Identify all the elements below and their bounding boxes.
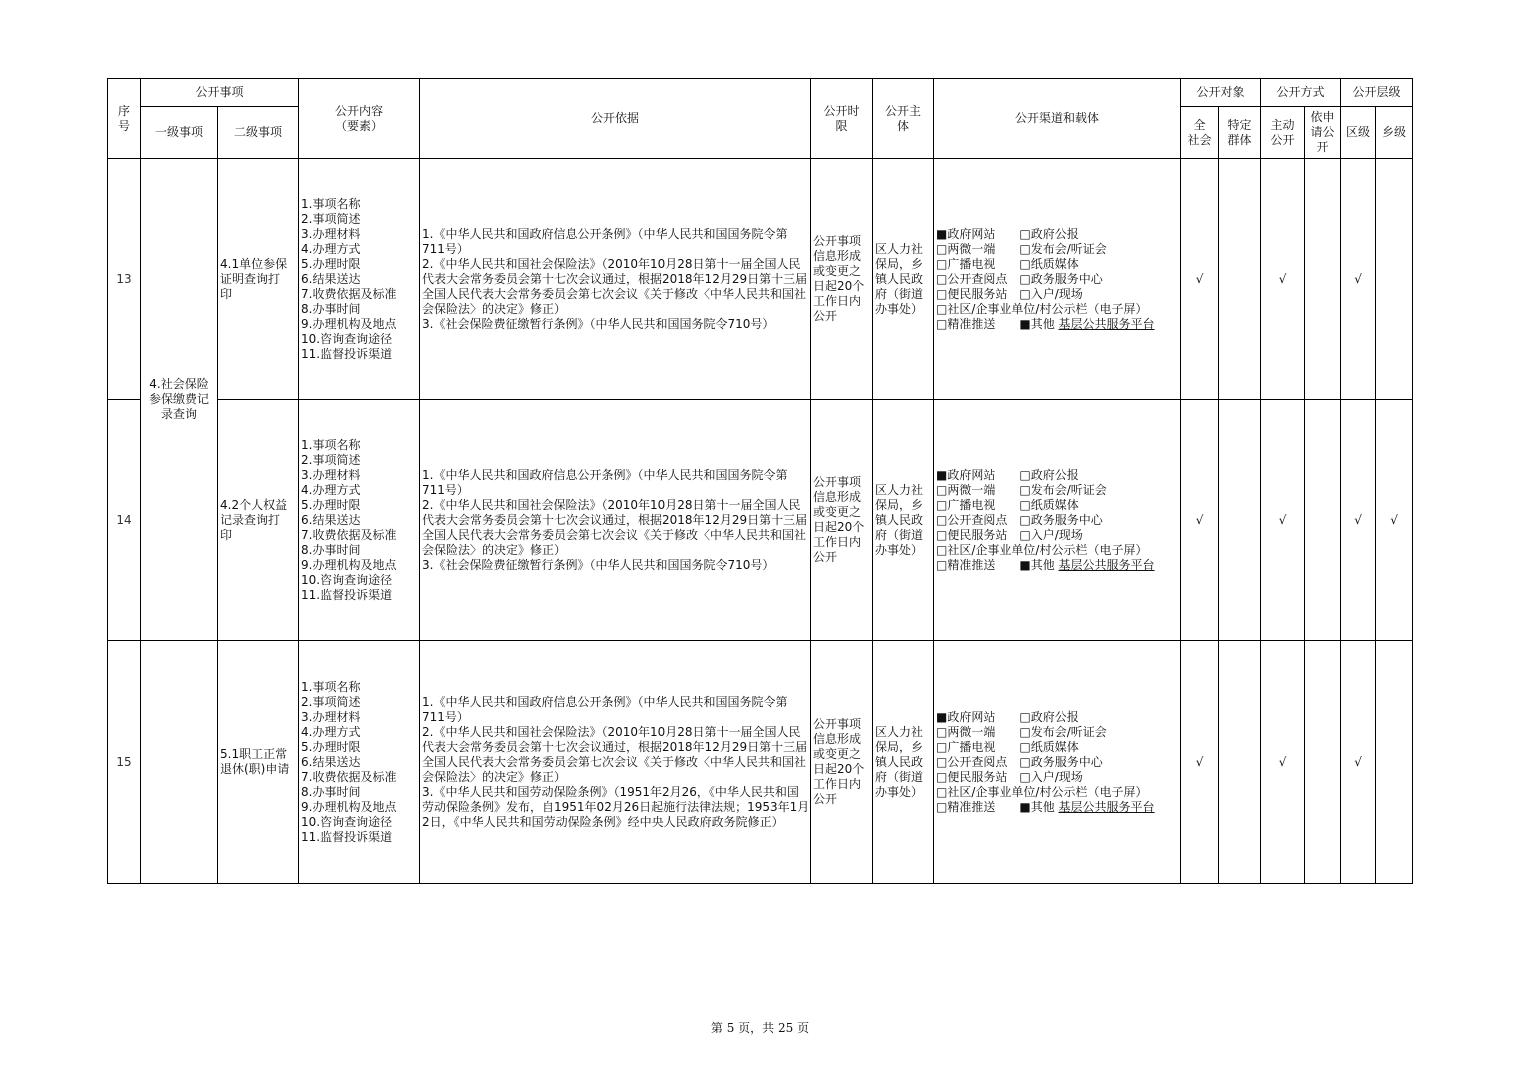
time-limit: 公开事项信息形成或变更之日起20个工作日内公开 [811,400,873,641]
header-mode-active: 主动 公开 [1261,107,1305,159]
mode-request-check [1305,159,1341,400]
header-level2: 二级事项 [218,107,299,159]
table-row [108,159,1413,400]
header-level1: 一级事项 [141,107,218,159]
target-all-check: √ [1181,400,1219,641]
channel-list: ■政府网站 □政府公报 □两微一端 □发布会/听证会 □广播电视 □纸质媒体 □公开查阅点 □政务服务中心 □便民服务站 □入户/现场 □社区/企事业单位/村公示栏（电子屏） □精准推送 ■其他 基层公共服务平台 [934,641,1181,884]
basis-text: 1.《中华人民共和国政府信息公开条例》（中华人民共和国国务院令第711号） 2.《中华人民共和国社会保险法》（2010年10月28日第十一届全国人民代表大会常务委员会第十七次会议通过，根据2018年12月29日第十三届全国人民代表大会常务委员会第七次会议《关于修改〈中华人民共和国社会保险法〉的决定》修正） 3.《社会保险费征缴暂行条例》（中华人民共和国国务院令710号） [420,400,811,641]
subject: 区人力社保局，乡镇人民政府（街道办事处） [873,159,934,400]
level1-item-empty [141,641,218,884]
header-seq: 序 号 [108,79,141,159]
basis-text: 1.《中华人民共和国政府信息公开条例》（中华人民共和国国务院令第711号） 2.《中华人民共和国社会保险法》（2010年10月28日第十一届全国人民代表大会常务委员会第十七次会议通过，根据2018年12月29日第十三届全国人民代表大会常务委员会第七次会议《关于修改〈中华人民共和国社会保险法〉的决定》修正） 3.《社会保险费征缴暂行条例》（中华人民共和国国务院令710号） [420,159,811,400]
level2-item: 4.2个人权益 记录查询打 印 [218,400,299,641]
subject: 区人力社保局，乡镇人民政府（街道办事处） [873,400,934,641]
level2-item: 5.1职工正常 退休(职)申请 [218,641,299,884]
target-all-check: √ [1181,641,1219,884]
header-mode-group: 公开方式 [1261,79,1341,107]
row-seq: 15 [108,641,141,884]
target-all-check: √ [1181,159,1219,400]
subject: 区人力社保局，乡镇人民政府（街道办事处） [873,641,934,884]
level-town-check: √ [1376,400,1413,641]
level-district-check: √ [1341,400,1376,641]
table-row [108,641,1413,884]
header-item-group: 公开事项 [141,79,299,107]
level2-item: 4.1单位参保 证明查询打 印 [218,159,299,400]
table-row [108,400,1413,641]
header-target-specific: 特定 群体 [1219,107,1261,159]
disclosure-table [107,78,1413,884]
page-footer: 第 5 页，共 25 页 [710,1021,810,1035]
time-limit: 公开事项信息形成或变更之日起20个工作日内公开 [811,641,873,884]
level1-item: 4.社会保险 参保缴费记 录查询 [141,159,218,641]
target-specific-check [1219,400,1261,641]
level-district-check: √ [1341,641,1376,884]
basis-text: 1.《中华人民共和国政府信息公开条例》（中华人民共和国国务院令第711号） 2.《中华人民共和国社会保险法》（2010年10月28日第十一届全国人民代表大会常务委员会第十七次会议通过，根据2018年12月29日第十三届全国人民代表大会常务委员会第七次会议《关于修改〈中华人民共和国社会保险法〉的决定》修正） 3.《中华人民共和国劳动保险条例》（1951年2月26，《中华人民共和国劳动保险条例》发布，自1951年02月26日起施行法律法规；1953年1月2日，《中华人民共和国劳动保险条例》经中央人民政府政务院修正） [420,641,811,884]
time-limit: 公开事项信息形成或变更之日起20个工作日内公开 [811,159,873,400]
header-time-limit: 公开时 限 [811,79,873,159]
mode-active-check: √ [1261,641,1305,884]
header-basis: 公开依据 [420,79,811,159]
header-target-group: 公开对象 [1181,79,1261,107]
mode-active-check: √ [1261,159,1305,400]
header-subject: 公开主 体 [873,79,934,159]
content-elements: 1.事项名称 2.事项简述 3.办理材料 4.办理方式 5.办理时限 6.结果送达 7.收费依据及标准 8.办事时间 9.办理机构及地点 10.咨询查询途径 11.监督投诉渠道 [299,159,420,400]
row-seq: 13 [108,159,141,400]
content-elements: 1.事项名称 2.事项简述 3.办理材料 4.办理方式 5.办理时限 6.结果送达 7.收费依据及标准 8.办事时间 9.办理机构及地点 10.咨询查询途径 11.监督投诉渠道 [299,400,420,641]
header-level-district: 区级 [1341,107,1376,159]
channel-list: ■政府网站 □政府公报 □两微一端 □发布会/听证会 □广播电视 □纸质媒体 □公开查阅点 □政务服务中心 □便民服务站 □入户/现场 □社区/企事业单位/村公示栏（电子屏） □精准推送 ■其他 基层公共服务平台 [934,159,1181,400]
target-specific-check [1219,641,1261,884]
header-content: 公开内容 （要素） [299,79,420,159]
target-specific-check [1219,159,1261,400]
channel-list: ■政府网站 □政府公报 □两微一端 □发布会/听证会 □广播电视 □纸质媒体 □公开查阅点 □政务服务中心 □便民服务站 □入户/现场 □社区/企事业单位/村公示栏（电子屏） □精准推送 ■其他 基层公共服务平台 [934,400,1181,641]
row-seq: 14 [108,400,141,641]
header-target-all: 全 社会 [1181,107,1219,159]
mode-request-check [1305,641,1341,884]
level-district-check: √ [1341,159,1376,400]
header-channel: 公开渠道和载体 [934,79,1181,159]
mode-active-check: √ [1261,400,1305,641]
header-row-1 [108,79,1413,107]
mode-request-check [1305,400,1341,641]
header-mode-request: 依申 请公 开 [1305,107,1341,159]
header-level-group: 公开层级 [1341,79,1413,107]
level-town-check [1376,159,1413,400]
level-town-check [1376,641,1413,884]
content-elements: 1.事项名称 2.事项简述 3.办理材料 4.办理方式 5.办理时限 6.结果送达 7.收费依据及标准 8.办事时间 9.办理机构及地点 10.咨询查询途径 11.监督投诉渠道 [299,641,420,884]
header-level-town: 乡级 [1376,107,1413,159]
